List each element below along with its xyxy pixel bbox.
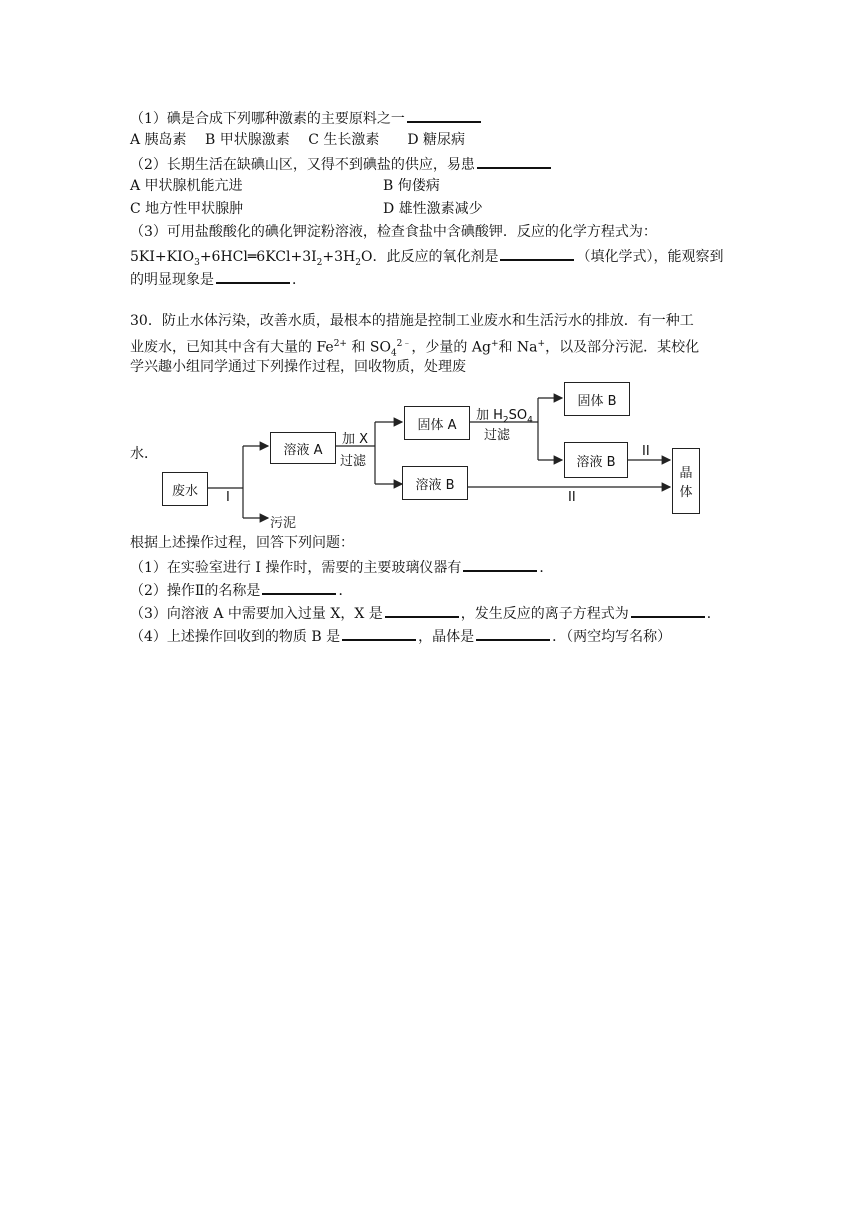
q29-option-b: B 佝偻病 — [383, 178, 440, 194]
box-solid-a: 固体 A — [404, 406, 470, 440]
process-flow-diagram — [130, 380, 730, 540]
answer-blank[interactable] — [216, 268, 290, 284]
q30-text: 和 Na — [498, 339, 538, 356]
label-sludge: 污泥 — [270, 516, 297, 531]
q30-line1: 30．防止水体污染，改善水质，最根本的措施是控制工业废水和生活污水的排放．有一种工 — [130, 313, 694, 329]
eq-text: +3H — [322, 249, 356, 265]
answer-blank[interactable] — [477, 153, 551, 169]
q30-q4-mid: ，晶体是 — [418, 629, 475, 645]
q30-text: ，少量的 Ag — [411, 339, 491, 356]
q30-sup: + — [490, 339, 499, 349]
box-waste-water: 废水 — [162, 472, 208, 506]
q30-q1-text: （1）在实验室进行 I 操作时，需要的主要玻璃仪器有 — [130, 560, 462, 576]
q29-option-a: A 甲状腺机能亢进 — [130, 178, 243, 194]
reagent-text: SO — [508, 408, 528, 423]
q29-option-c: C 地方性甲状腺肿 — [130, 201, 244, 217]
q30-q3-mid: ，发生反应的离子方程式为 — [460, 606, 629, 622]
q30-text: 业废水，已知其中含有大量的 Fe — [130, 339, 334, 356]
crystal-char: 体 — [679, 485, 693, 500]
label-operation-ii-upper: II — [642, 444, 650, 459]
q30-sub: 4 — [390, 348, 397, 359]
q29-part3-text: 的明显现象是 — [130, 272, 214, 288]
box-solution-b-lower: 溶液 B — [402, 466, 468, 500]
q30-intro: 根据上述操作过程，回答下列问题： — [130, 535, 354, 551]
q29-part1-text: （1）碘是合成下列哪种激素的主要原料之一 — [130, 111, 405, 127]
q29-part1-options: A 胰岛素 B 甲状腺激素 C 生长激素 D 糖尿病 — [130, 132, 466, 148]
q30-q4-end: ．（两空均写名称） — [552, 629, 672, 645]
eq-sub: 2 — [355, 257, 361, 268]
q30-q3-end: ． — [706, 606, 721, 622]
answer-blank[interactable] — [631, 602, 705, 618]
q30-question-1 — [130, 556, 553, 578]
q29-part3-end: ． — [292, 272, 306, 288]
eq-text: O．此反应的氧化剂是 — [360, 249, 499, 265]
answer-blank[interactable] — [463, 556, 537, 572]
box-solution-b-upper: 溶液 B — [564, 442, 628, 478]
label-add-h2so4 — [476, 404, 533, 426]
q29-part1 — [130, 107, 483, 129]
answer-blank[interactable] — [385, 602, 459, 618]
answer-blank[interactable] — [262, 579, 336, 595]
q30-q1-end: ． — [539, 560, 554, 576]
q30-q4-text: （4）上述操作回收到的物质 B 是 — [130, 629, 341, 645]
q30-q3-text: （3）向溶液 A 中需要加入过量 X，X 是 — [130, 606, 383, 622]
q30-line4: 水． — [130, 446, 158, 462]
q30-question-3 — [130, 602, 721, 624]
q29-part2-text: （2）长期生活在缺碘山区，又得不到碘盐的供应，易患 — [130, 157, 475, 173]
box-solution-a: 溶液 A — [270, 432, 336, 464]
q30-text: ，以及部分污泥．某校化 — [545, 339, 700, 356]
answer-blank[interactable] — [342, 625, 416, 641]
q29-part3-line3 — [130, 268, 306, 290]
answer-blank[interactable] — [500, 245, 574, 261]
q30-q2-end: ． — [338, 583, 353, 599]
eq-sub: 3 — [194, 257, 200, 268]
eq-post: （填化学式），能观察到 — [576, 249, 724, 265]
reagent-sub: 4 — [527, 415, 533, 426]
label-operation-i: I — [226, 490, 230, 505]
eq-sub: 2 — [316, 257, 323, 268]
q30-sup: 2+ — [333, 339, 347, 349]
q30-question-2 — [130, 579, 352, 601]
q29-part2 — [130, 153, 553, 175]
reagent-text: 加 H — [476, 408, 503, 423]
eq-text: +6HCl═6KCl+3I — [199, 249, 317, 265]
box-crystal — [672, 448, 700, 514]
q30-text: 和 SO — [346, 339, 391, 356]
answer-blank[interactable] — [476, 625, 550, 641]
q29-option-d: D 雄性激素减少 — [383, 201, 483, 217]
q29-part3-line1: （3）可用盐酸酸化的碘化钾淀粉溶液，检查食盐中含碘酸钾．反应的化学方程式为： — [130, 224, 657, 240]
label-add-x: 加 X — [342, 432, 369, 447]
flow-arrows — [130, 380, 730, 540]
label-filter-1: 过滤 — [340, 454, 367, 469]
reagent-sub: 2 — [502, 415, 509, 426]
q30-question-4 — [130, 625, 671, 647]
q30-sup: 2﹣ — [396, 339, 412, 349]
box-solid-b: 固体 B — [564, 382, 630, 416]
answer-blank[interactable] — [407, 107, 481, 123]
crystal-char: 晶 — [679, 466, 693, 481]
q30-q2-text: （2）操作Ⅱ的名称是 — [130, 583, 261, 599]
label-filter-2: 过滤 — [484, 428, 511, 443]
q30-sup: + — [537, 339, 546, 349]
label-operation-ii-lower: II — [568, 490, 576, 505]
q30-line3: 学兴趣小组同学通过下列操作过程，回收物质，处理废 — [130, 359, 466, 375]
eq-text: 5KI+KIO — [130, 249, 195, 265]
